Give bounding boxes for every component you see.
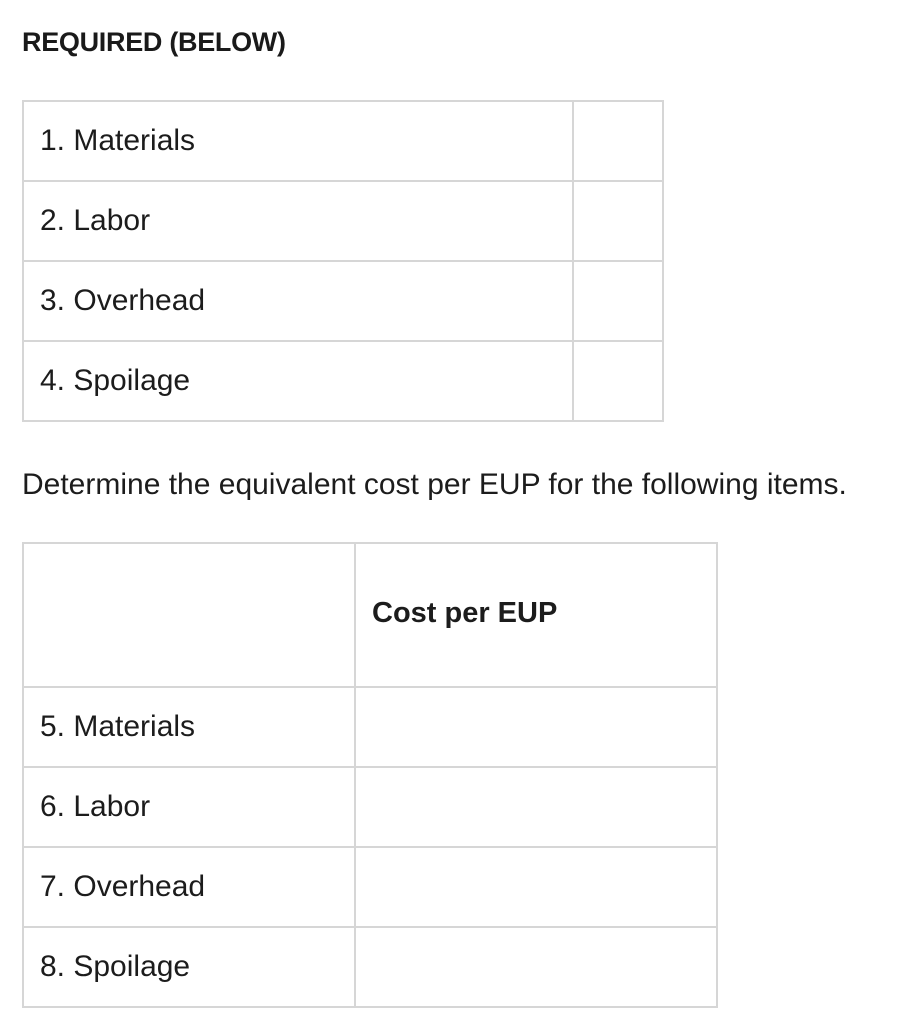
table-row (23, 101, 663, 181)
column-header-cost-per-eup: Cost per EUP (355, 543, 717, 687)
header-blank-cell (23, 543, 355, 687)
row-label-overhead: 7. Overhead (23, 847, 355, 927)
section-heading: REQUIRED (BELOW) (22, 27, 286, 57)
table-row (23, 767, 717, 847)
cost-cell-materials[interactable] (355, 687, 717, 767)
row-label-materials: 1. Materials (23, 101, 573, 181)
answer-cell-labor[interactable] (573, 181, 663, 261)
row-label-labor: 2. Labor (23, 181, 573, 261)
table-row (23, 181, 663, 261)
cost-per-eup-table (22, 542, 718, 1008)
row-label-spoilage: 4. Spoilage (23, 341, 573, 421)
table-row (23, 341, 663, 421)
answer-cell-materials[interactable] (573, 101, 663, 181)
table-header-row (23, 543, 717, 687)
table-row (23, 261, 663, 341)
row-label-spoilage: 8. Spoilage (23, 927, 355, 1007)
instruction-text: Determine the equivalent cost per EUP for the following items. (22, 468, 847, 501)
row-label-overhead: 3. Overhead (23, 261, 573, 341)
answer-cell-spoilage[interactable] (573, 341, 663, 421)
row-label-labor: 6. Labor (23, 767, 355, 847)
cost-cell-spoilage[interactable] (355, 927, 717, 1007)
table-row (23, 687, 717, 767)
table-row (23, 847, 717, 927)
answer-cell-overhead[interactable] (573, 261, 663, 341)
required-table (22, 100, 664, 422)
cost-cell-overhead[interactable] (355, 847, 717, 927)
table-row (23, 927, 717, 1007)
row-label-materials: 5. Materials (23, 687, 355, 767)
cost-cell-labor[interactable] (355, 767, 717, 847)
